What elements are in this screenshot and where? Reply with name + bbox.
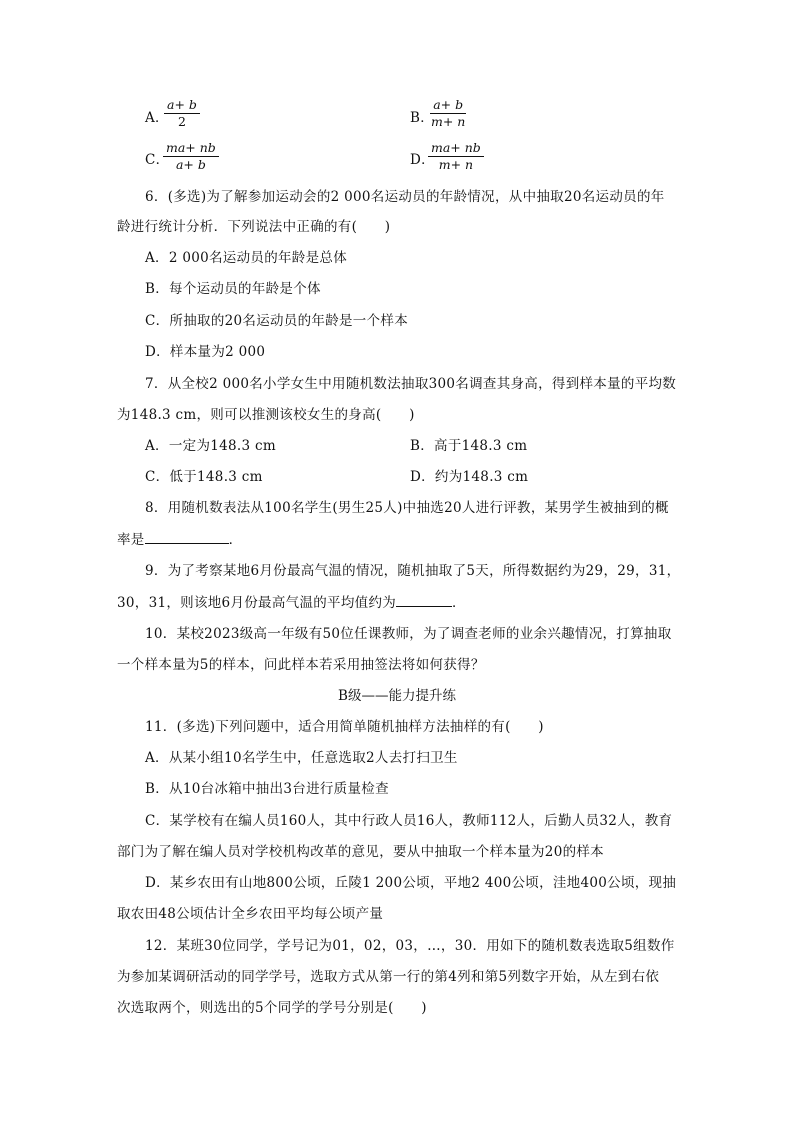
q12-line3: 次选取两个，则选出的5个同学的学号分别是( ) — [117, 1000, 427, 1016]
q11-option-a: A．从某小组10名学生中，任意选取2人去打扫卫生 — [145, 750, 458, 766]
q5-option-c-denominator: a+ b — [175, 157, 206, 172]
q5-option-a-numerator: a+ b — [164, 97, 200, 114]
q5-option-b-letter: B． — [410, 110, 435, 126]
q5-option-d-fraction — [428, 140, 484, 173]
q11-option-c-line1: C．某学校有在编人员160人，其中行政人员16人，教师112人，后勤人员32人，教育 — [145, 813, 673, 829]
q7-option-c: C．低于148.3 cm — [145, 469, 263, 485]
q5-option-b-fraction — [428, 97, 468, 130]
q5-option-a-denominator: 2 — [177, 114, 186, 129]
q12-line1: 12．某班30位同学，学号记为01，02，03，…，30．用如下的随机数表选取5组数作 — [145, 938, 675, 954]
q9-stem-line2 — [117, 592, 466, 613]
q8-stem-line1: 8．用随机数表法从100名学生(男生25人)中抽选20人进行评教，某男学生被抽到的概 — [145, 500, 669, 516]
q7-option-a: A．一定为148.3 cm — [145, 438, 276, 454]
q12-line2: 为参加某调研活动的同学学号，选取方式从第一行的第4列和第5列数字开始，从左到右依 — [117, 969, 660, 985]
q8-answer-blank[interactable] — [145, 529, 229, 544]
q6-option-b: B．每个运动员的年龄是个体 — [145, 281, 321, 297]
q5-option-a-fraction — [164, 97, 200, 130]
q10-stem-line1: 10．某校2023级高一年级有50位任课教师，为了调查老师的业余兴趣情况，打算抽取 — [145, 626, 672, 642]
q11-stem: 11．(多选)下列问题中，适合用简单随机抽样方法抽样的有( ) — [145, 719, 544, 735]
q5-option-d-denominator: m+ n — [438, 157, 474, 172]
q11-option-c-line2: 部门为了解在编人员对学校机构改革的意见，要从中抽取一个样本量为20的样本 — [117, 844, 604, 860]
q7-stem-line1: 7．从全校2 000名小学女生中用随机数法抽取300名调查其身高，得到样本量的平均数 — [145, 376, 677, 392]
q6-option-d: D．样本量为2 000 — [145, 344, 266, 360]
q6-option-c: C．所抽取的20名运动员的年龄是一个样本 — [145, 313, 409, 329]
q11-option-b: B．从10台冰箱中抽出3台进行质量检查 — [145, 781, 389, 797]
q9-stem-line1: 9．为了考察某地6月份最高气温的情况，随机抽取了5天，所得数据约为29，29，31， — [145, 563, 681, 579]
section-b-heading: B级——能力提升练 — [338, 688, 456, 704]
q5-option-b-numerator: a+ b — [430, 97, 466, 114]
q5-option-a-letter: A． — [145, 110, 169, 126]
q5-option-b-denominator: m+ n — [431, 114, 466, 129]
q5-option-d-numerator: ma+ nb — [428, 140, 484, 157]
q6-stem-line2: 龄进行统计分析．下列说法中正确的有( ) — [117, 219, 391, 235]
q8-stem-line2-text: 率是 — [117, 532, 145, 548]
q11-option-d-line1: D．某乡农田有山地800公顷，丘陵1 200公顷，平地2 400公顷，洼地400公顷，现抽 — [145, 875, 677, 891]
q8-end: ． — [228, 532, 243, 548]
q5-option-d-letter: D． — [410, 152, 435, 168]
q5-option-c-letter: C． — [145, 152, 170, 168]
q8-stem-line2 — [117, 529, 242, 550]
q6-option-a: A．2 000名运动员的年龄是总体 — [145, 250, 347, 266]
q5-option-c-fraction — [163, 140, 219, 173]
q10-stem-line2: 一个样本量为5的样本，问此样本若采用抽签法将如何获得？ — [117, 657, 485, 673]
q11-option-d-line2: 取农田48公顷估计全乡农田平均每公顷产量 — [117, 906, 384, 922]
q7-option-d: D．约为148.3 cm — [410, 469, 529, 485]
q9-answer-blank[interactable] — [396, 592, 452, 607]
q7-option-b: B．高于148.3 cm — [410, 438, 528, 454]
q5-option-c-numerator: ma+ nb — [163, 140, 219, 157]
q9-end: ． — [452, 595, 466, 611]
q9-stem-line2-text: 30，31，则该地6月份最高气温的平均值约为 — [117, 595, 397, 611]
q7-stem-line2: 为148.3 cm，则可以推测该校女生的身高( ) — [117, 407, 415, 423]
q6-stem-line1: 6．(多选)为了解参加运动会的2 000名运动员的年龄情况，从中抽取20名运动员的年 — [145, 189, 665, 205]
